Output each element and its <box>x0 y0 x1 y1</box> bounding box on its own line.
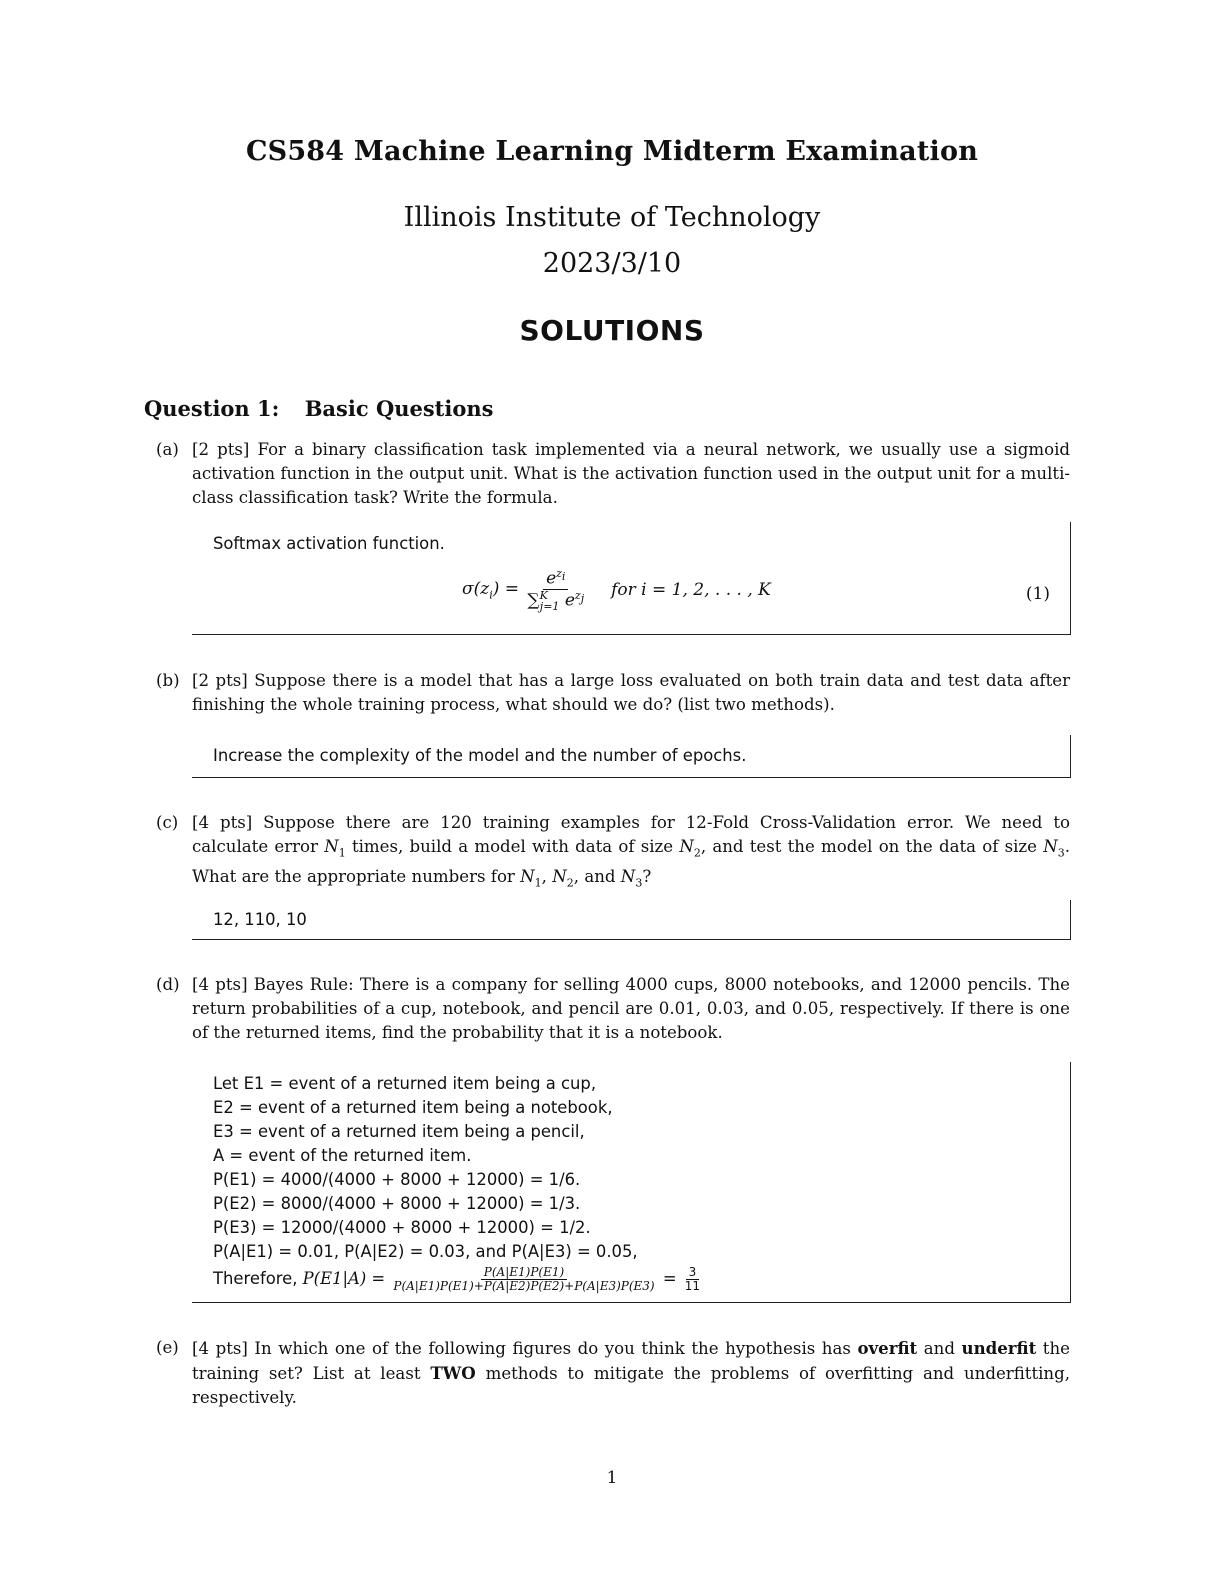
answer-line: E2 = event of a returned item being a notebook, <box>213 1098 613 1117</box>
part-label: (b) <box>156 671 180 690</box>
answer-line-final: Therefore, P(E1|A) = $\frac{P(A|E1)P(E1)}{P(A|E1)P(E1)+P(A|E2)P(E2)+P(A|E3)P(E3)}$ = $\frac{3}{11}$ <box>213 1266 1070 1292</box>
page-number: 1 <box>606 1468 618 1488</box>
softmax-formula <box>462 568 771 612</box>
solutions-heading: SOLUTIONS <box>519 314 705 347</box>
answer-line: A = event of the returned item. <box>213 1146 472 1165</box>
part-label: (d) <box>156 975 180 994</box>
answer-box-c <box>192 900 1071 940</box>
part-label: (a) <box>156 440 179 459</box>
formula-fraction <box>524 568 587 612</box>
part-text: [4 pts] Suppose there are 120 training examples for 12-Fold Cross-Validation error. We need to calculate error $N_1$ times, build a model with data of size $N_2$, and test the model on the data of size $N_3$. What are the appropriate numbers for $N_1$, $N_2$, and $N_3$? <box>192 813 1070 890</box>
formula-lhs: $\sigma(z_i)$ = <box>462 578 525 602</box>
answer-line: P(A|E1) = 0.01, P(A|E2) = 0.03, and P(A|E3) = 0.05, <box>213 1242 638 1261</box>
part-e <box>144 1336 1070 1410</box>
part-d <box>144 973 1070 1045</box>
question-heading <box>144 396 493 421</box>
answer-text: Softmax activation function. <box>213 534 445 553</box>
part-label: (e) <box>156 1338 179 1357</box>
institution: Illinois Institute of Technology <box>403 202 821 233</box>
answer-line: P(E2) = 8000/(4000 + 8000 + 12000) = 1/3. <box>213 1194 581 1213</box>
bayes-fraction: $\frac{P(A|E1)P(E1)}{P(A|E1)P(E1)+P(A|E2)P(E2)+P(A|E3)P(E3)}$ <box>393 1265 655 1293</box>
part-c <box>144 811 1070 896</box>
part-b <box>144 669 1070 717</box>
part-text: [4 pts] In which one of the following figures do you think the hypothesis has overfit and underfit the training set? List at least TWO methods to mitigate the problems of overfitting and underfitting, respectively. <box>192 1338 1071 1407</box>
formula-range: for i = 1, 2, . . . , K <box>611 580 771 601</box>
formula-numerator: $e^{z_i}$ <box>543 568 568 590</box>
bayes-solution <box>192 1062 1070 1292</box>
result-fraction: $\frac{3}{11}$ <box>684 1265 701 1293</box>
answer-box-b <box>192 735 1071 778</box>
answer-line: Let E1 = event of a returned item being a cup, <box>213 1074 597 1093</box>
exam-title: CS584 Machine Learning Midterm Examination <box>245 136 979 167</box>
question-number: Question 1: <box>144 396 280 421</box>
answer-box-d <box>192 1062 1071 1303</box>
answer-text: 12, 110, 10 <box>213 910 307 929</box>
part-text: [4 pts] Bayes Rule: There is a company for selling 4000 cups, 8000 notebooks, and 12000 pencils. The return probabilities of a cup, notebook, and pencil are 0.01, 0.03, and 0.05, respectively. If there is one of the returned items, find the probability that it is a notebook. <box>192 975 1070 1042</box>
answer-line: P(E3) = 12000/(4000 + 8000 + 12000) = 1/2. <box>213 1218 591 1237</box>
answer-box-a <box>192 522 1071 635</box>
part-a <box>144 438 1070 510</box>
answer-line: E3 = event of a returned item being a pencil, <box>213 1122 585 1141</box>
exam-date: 2023/3/10 <box>542 248 682 279</box>
question-title: Basic Questions <box>304 396 494 421</box>
part-text: [2 pts] For a binary classification task implemented via a neural network, we usually use a sigmoid activation function in the output unit. What is the activation function used in the output unit for a multi-class classification task? Write the formula. <box>192 440 1070 507</box>
formula-denominator: ∑$^K_{j=1}$ $e^{z_j}$ <box>527 588 585 613</box>
answer-line: P(E1) = 4000/(4000 + 8000 + 12000) = 1/6. <box>213 1170 581 1189</box>
answer-text: Increase the complexity of the model and the number of epochs. <box>213 746 747 765</box>
part-text: [2 pts] Suppose there is a model that has a large loss evaluated on both train data and test data after finishing the whole training process, what should we do? (list two methods). <box>192 671 1070 714</box>
part-label: (c) <box>156 813 179 832</box>
equation-number: (1) <box>1025 584 1050 604</box>
